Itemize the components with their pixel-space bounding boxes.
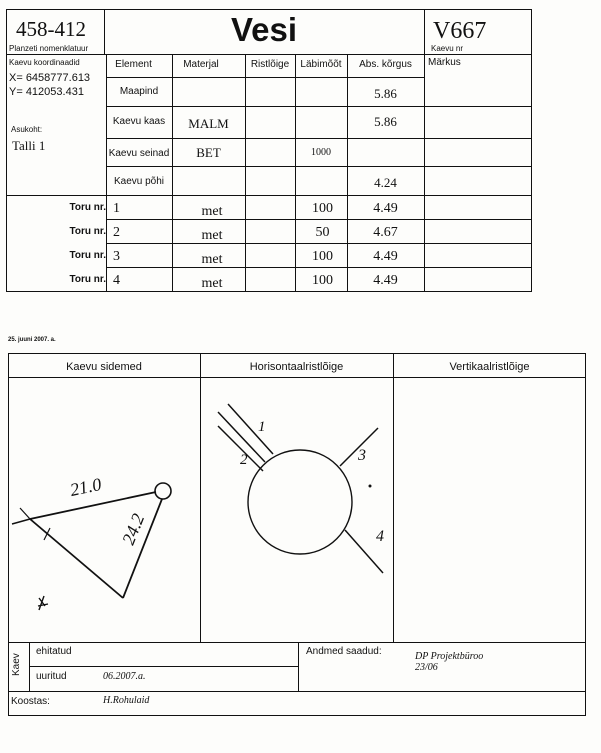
pipe-label: Toru nr. xyxy=(69,226,106,237)
data-source-label: Andmed saadud: xyxy=(306,646,382,657)
links-sketch xyxy=(8,378,200,642)
side-label: Kaev xyxy=(11,653,22,676)
author-value: H.Rohulaid xyxy=(103,695,150,706)
built-label: ehitatud xyxy=(36,646,72,657)
data-source-date: 23/06 xyxy=(415,662,438,673)
row-element-0: Maapind xyxy=(119,86,159,97)
row-diameter-2: 1000 xyxy=(311,147,331,158)
col-cross-section: Ristlõige xyxy=(250,59,290,70)
location-value: Talli 1 xyxy=(12,138,46,153)
location-label: Asukoht: xyxy=(11,125,43,134)
row-height-0: 5.86 xyxy=(374,86,397,101)
well-number-label: Kaevu nr xyxy=(431,44,464,53)
well-marker-icon xyxy=(155,483,171,499)
document-date: 25. juuni 2007. a. xyxy=(8,337,56,343)
pipe-label-2: 2 xyxy=(240,452,248,468)
pipe-material: met xyxy=(201,276,223,291)
pipe-label: Toru nr. xyxy=(69,274,106,285)
pipe-material: met xyxy=(201,252,223,267)
horizontal-sketch xyxy=(200,378,393,642)
pipe-no: 2 xyxy=(113,225,120,240)
col-material: Materjal xyxy=(183,59,219,70)
row-element-2: Kaevu seinad xyxy=(108,148,170,159)
row-material-2: BET xyxy=(196,145,221,160)
section-links: Kaevu sidemed xyxy=(66,361,142,373)
col-height: Abs. kõrgus xyxy=(359,59,412,70)
pipe-diameter: 100 xyxy=(312,249,333,264)
pipe-height: 4.49 xyxy=(373,201,398,216)
coords-label: Kaevu koordinaadid xyxy=(9,58,80,67)
well-outline xyxy=(248,450,352,554)
coord-x: X= 6458777.613 xyxy=(9,72,91,84)
row-element-3: Kaevu põhi xyxy=(113,176,165,187)
distance-label-1: 21.0 xyxy=(68,473,104,501)
pipe-label-1: 1 xyxy=(258,419,266,435)
pipe-material: met xyxy=(201,228,223,243)
pipe-diameter: 100 xyxy=(312,273,333,288)
row-material-1: MALM xyxy=(188,116,229,131)
pipe-diameter: 100 xyxy=(312,201,333,216)
pipe-height: 4.49 xyxy=(373,273,398,288)
north-arrow-icon xyxy=(38,596,48,610)
well-number-value: V667 xyxy=(433,18,487,44)
author-label: Koostas: xyxy=(11,696,50,707)
pipe-label-4: 4 xyxy=(376,528,384,545)
row-element-1: Kaevu kaas xyxy=(112,116,166,127)
nomenclature-value: 458-412 xyxy=(16,17,86,41)
coord-y: Y= 412053.431 xyxy=(9,86,84,98)
pipe-no: 3 xyxy=(113,249,120,264)
surveyed-label: uuritud xyxy=(36,671,67,682)
page-title: Vesi xyxy=(230,11,298,48)
data-source-value: DP Projektbüroo xyxy=(415,651,484,662)
col-diameter: Läbimõõt xyxy=(300,59,342,70)
pipe-label-3: 3 xyxy=(358,447,366,464)
pipe-no: 1 xyxy=(113,201,120,216)
col-element: Element xyxy=(115,59,152,70)
pipe-label: Toru nr. xyxy=(69,250,106,261)
row-height-1: 5.86 xyxy=(374,114,397,129)
section-horizontal: Horisontaalristlõige xyxy=(249,361,344,373)
row-height-3: 4.24 xyxy=(374,175,397,190)
col-remarks: Märkus xyxy=(428,57,461,68)
section-vertical: Vertikaalristlõige xyxy=(449,361,530,373)
nomenclature-label: Planzeti nomenklatuur xyxy=(9,44,89,53)
pipe-diameter: 50 xyxy=(315,225,330,240)
surveyed-value: 06.2007.a. xyxy=(103,671,146,682)
pipe-no: 4 xyxy=(113,273,120,288)
distance-label-2: 24.2 xyxy=(118,510,149,548)
pipe-label: Toru nr. xyxy=(69,202,106,213)
pipe-height: 4.67 xyxy=(373,225,398,240)
pipe-height: 4.49 xyxy=(373,249,398,264)
pipe-material: met xyxy=(201,204,223,219)
